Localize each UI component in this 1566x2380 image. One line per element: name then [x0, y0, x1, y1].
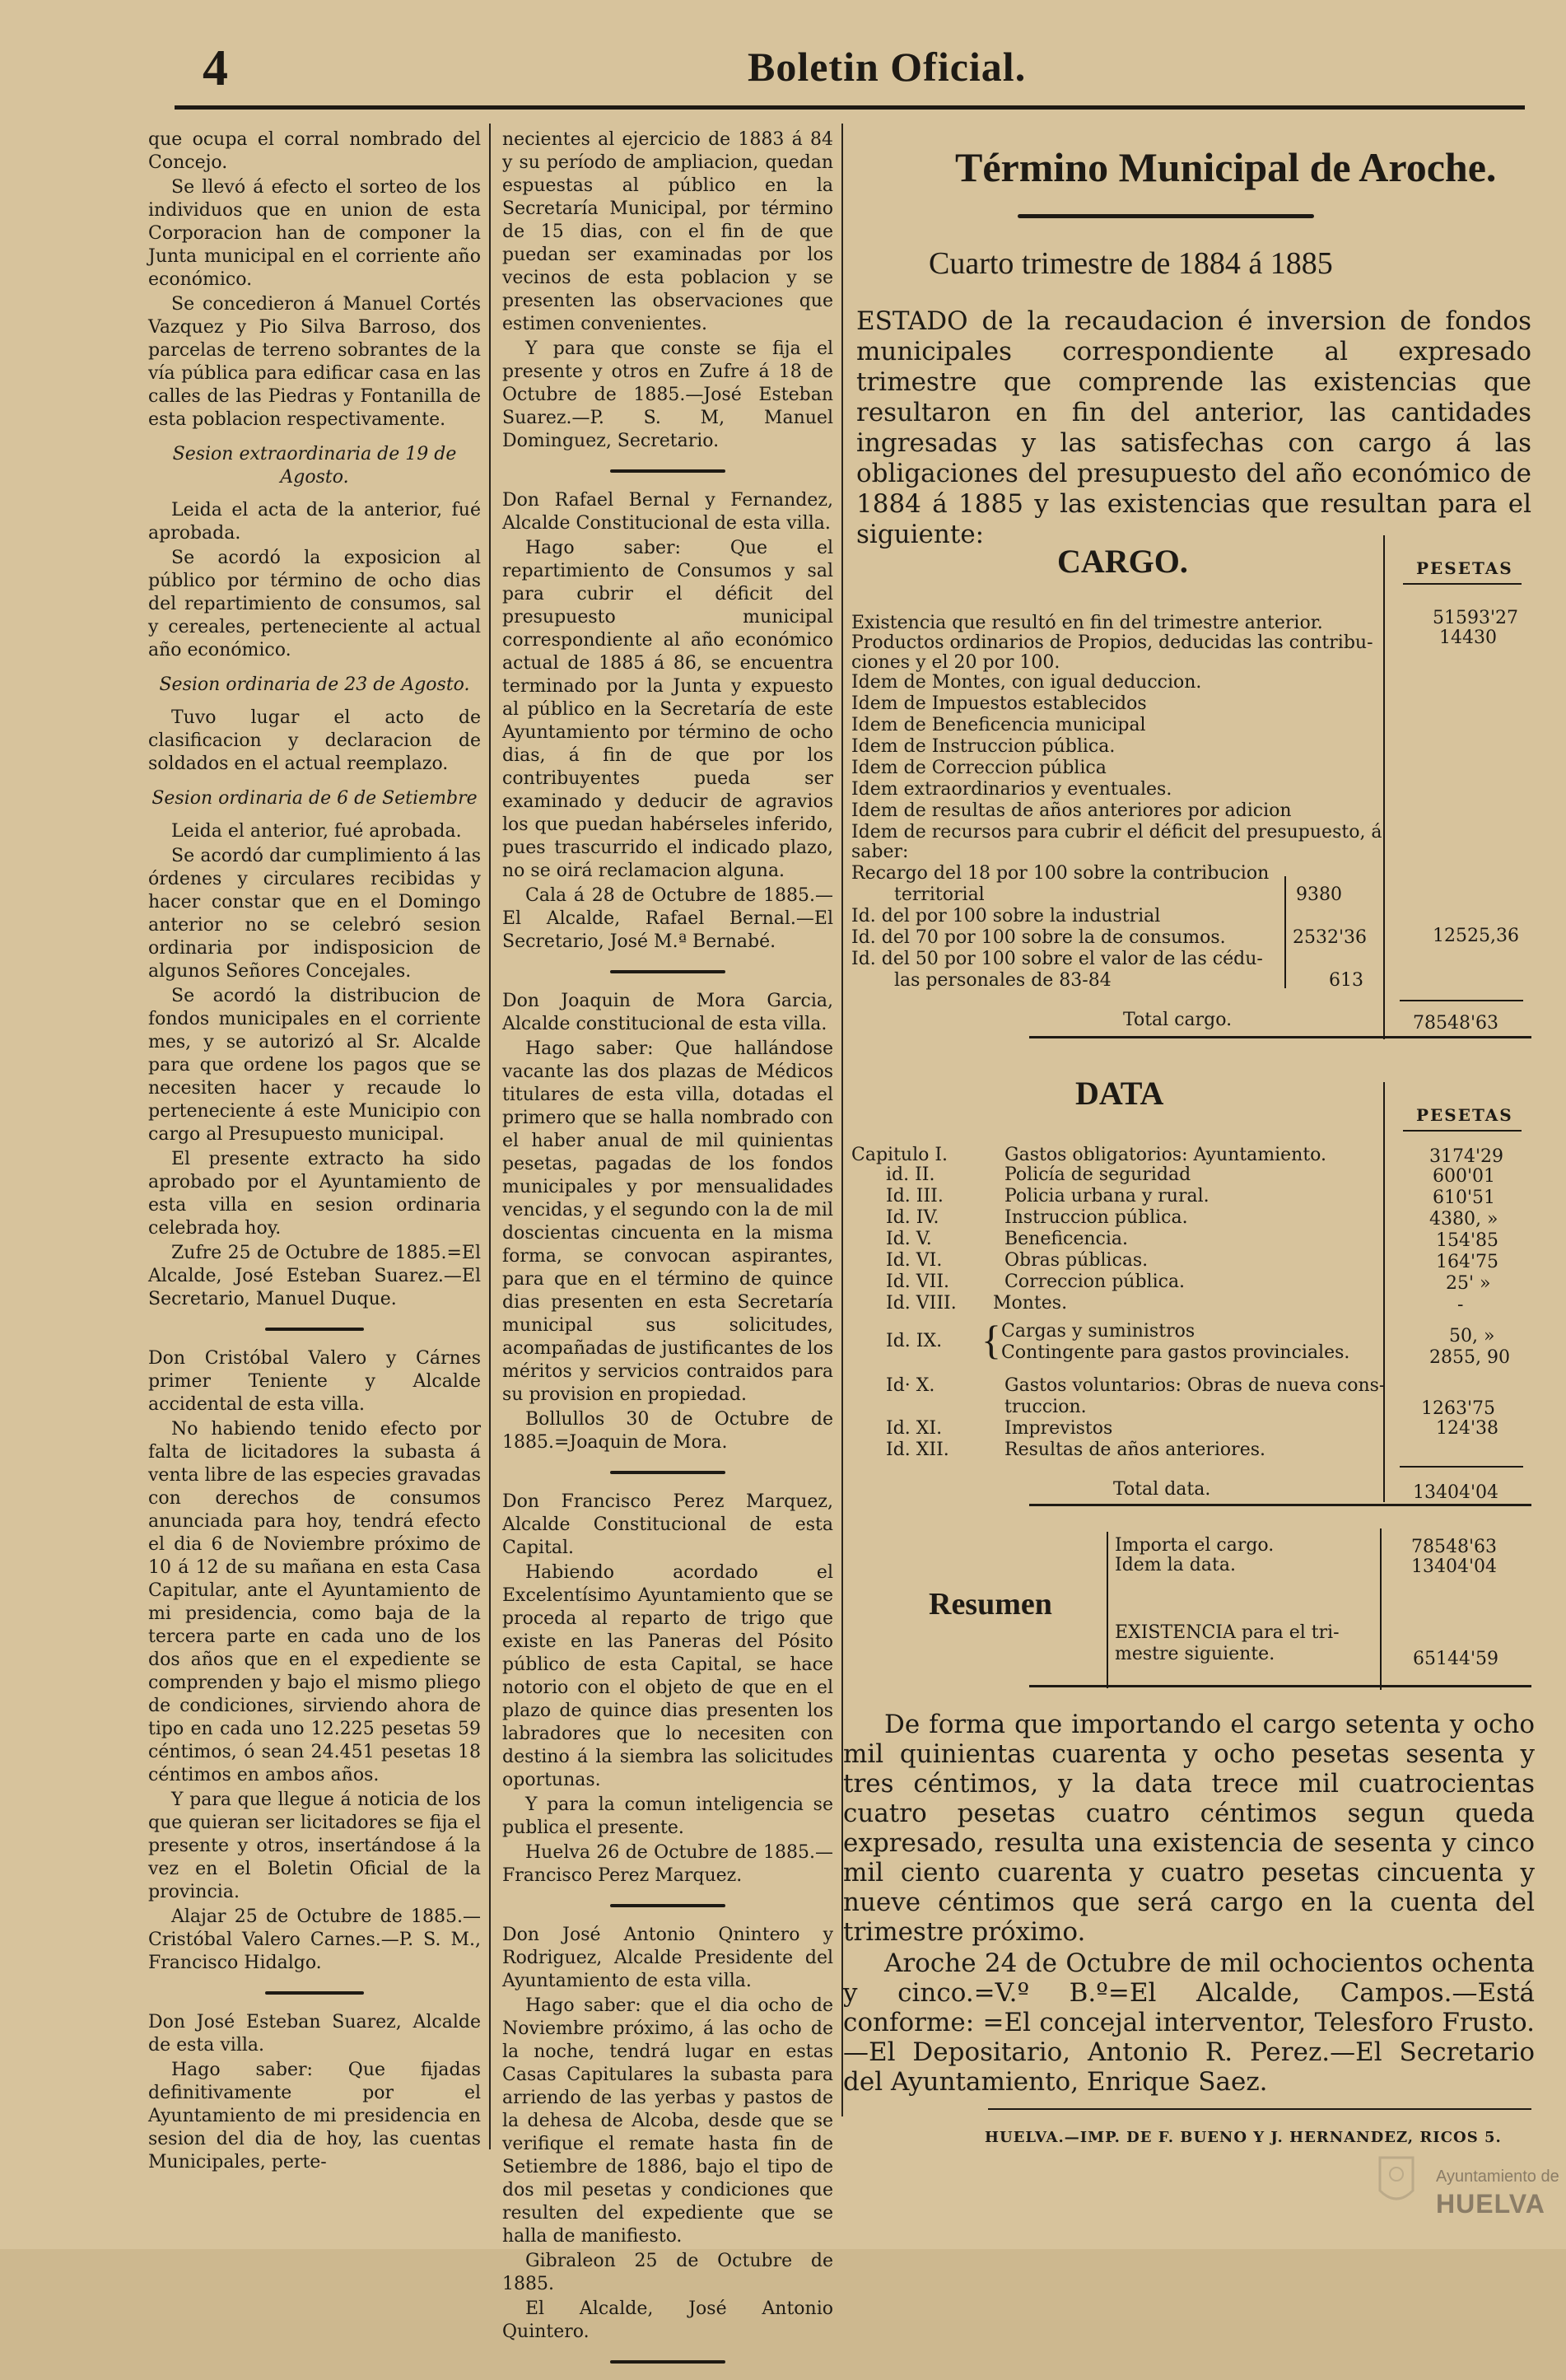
- brace: {: [981, 1317, 1001, 1363]
- data-value: 50, »: [1449, 1326, 1495, 1346]
- rule: [1403, 583, 1522, 585]
- data-row: Correccion pública.: [1004, 1272, 1186, 1292]
- paragraph: Hago saber: Que el repartimiento de Consumos y sal para cubrir el déficit del presupuesto municipal correspondiente al año económico actual de 1885 á 86, se encuentra terminado por la Junta y expuesto al público en la Secretaría de este Ayuntamiento por término de ocho dias, á fin de que por los contribuyentes pueda ser examinado y deducir de agravios los que puedan habérseles inferido, pues trascurrido el indicado plazo, no se oirá reclamacion alguna.: [502, 538, 833, 881]
- paragraph: El presente extracto ha sido aprobado por el Ayuntamiento de esta villa en sesion ordinaria celebrada hoy.: [148, 1149, 481, 1239]
- paragraph: Y para que conste se fija el presente y otros en Zufre á 18 de Octubre de 1885.—José Esteban Suarez.—P. S. M, Manuel Dominguez, Secretario.: [502, 338, 833, 451]
- data-row: Policia urbana y rural.: [1004, 1186, 1209, 1206]
- data-value: 600'01: [1433, 1166, 1496, 1187]
- paragraph: Leida el anterior, fué aprobada.: [171, 821, 462, 842]
- resumen-value: 13404'04: [1411, 1556, 1498, 1577]
- data-value: 25' »: [1446, 1273, 1491, 1294]
- table-divider: [1380, 1528, 1382, 1690]
- cargo-value: 51593'27: [1433, 608, 1519, 628]
- table-divider: [1383, 1082, 1385, 1502]
- paragraph: Hago saber: que el dia ocho de Noviembre próximo, á las ocho de la noche, tendrá lugar en estas Casas Capitulares la subasta para arriendo de las yerbas y pastos de la dehesa de Alcoba, desde que se verifique el remate hasta fin de Setiembre de 1886, bajo el tipo de dos mil pesetas y condiciones que resulten del expediente que se halla de manifiesto.: [502, 1995, 833, 2247]
- data-value: -: [1457, 1295, 1464, 1315]
- data-row: Gastos voluntarios: Obras de nueva cons-: [1004, 1375, 1386, 1396]
- subtable-divider: [1284, 876, 1286, 988]
- data-row: Imprevistos: [1004, 1418, 1113, 1439]
- cargo-row: Idem de recursos para cubrir el déficit del presupuesto, á: [851, 822, 1382, 842]
- resumen-row: mestre siguiente.: [1115, 1644, 1275, 1664]
- cargo-row: Productos ordinarios de Propios, deducidas las contribu-: [851, 632, 1373, 653]
- rule: [1400, 1466, 1523, 1468]
- resumen-heading: Resumen: [929, 1587, 1052, 1622]
- watermark-label: HUELVA: [1436, 2189, 1545, 2219]
- total-value: 78548'63: [1413, 1013, 1499, 1034]
- paragraph: Hago saber: Que fijadas definitivamente por el Ayuntamiento de mi presidencia en sesion del dia de hoy, las cuentas Municipales, perte-: [148, 2060, 481, 2172]
- page-number: 4: [203, 40, 228, 96]
- table-divider: [1383, 535, 1385, 1039]
- paragraph: Gibraleon 25 de Octubre de 1885.: [502, 2251, 833, 2294]
- data-row: Obras públicas.: [1004, 1250, 1149, 1271]
- data-row: Contingente para gastos provinciales.: [1001, 1342, 1350, 1363]
- notice-heading: Don José Esteban Suarez, Alcalde de esta villa.: [148, 2012, 481, 2056]
- notice-heading: Don José Antonio Qnintero y Rodriguez, Alcalde Presidente del Ayuntamiento de esta villa.: [502, 1925, 833, 1991]
- closing-text: [843, 1710, 1535, 2098]
- paragraph: Leida el acta de la anterior, fué aprobada.: [148, 500, 481, 544]
- paragraph: Y para que llegue á noticia de los que quieran ser licitadores se fija el presente y otros, insertándose á la vez en el Boletin Oficial de la provincia.: [148, 1790, 481, 1902]
- separator: [610, 2360, 725, 2364]
- cargo-row: Idem de Beneficencia municipal: [851, 715, 1146, 735]
- notice-heading: Don Cristóbal Valero y Cárnes primer Teniente y Alcalde accidental de esta villa.: [148, 1348, 481, 1415]
- data-value: 3174'29: [1429, 1146, 1504, 1167]
- paragraph: Zufre 25 de Octubre de 1885.=El Alcalde, José Esteban Suarez.—El Secretario, Manuel Duque.: [148, 1243, 481, 1309]
- paragraph: Y para la comun inteligencia se publica el presente.: [502, 1794, 833, 1838]
- total-label: Total cargo.: [1123, 1010, 1233, 1030]
- paragraph: que ocupa el corral nombrado del Concejo.: [148, 129, 481, 173]
- separator: [265, 1991, 364, 1995]
- paragraph: No habiendo tenido efecto por falta de licitadores la subasta á venta libre de las especies gravadas con derechos de consumos anunciada para hoy, tendrá efecto el dia 6 de Noviembre próximo de 10 á 12 de su mañana en esta Casa Capitular, ante el Ayuntamiento de mi presidencia, como baja de la tercera parte en cada uno de los dos años que en el expediente se comprenden y bajo el mismo pliego de condiciones, sirviendo ahora de tipo en cada uno 12.225 pesetas 59 céntimos, ó sean 24.451 pesetas 18 céntimos en ambos años.: [148, 1419, 481, 1785]
- brace-line: [1107, 1532, 1108, 1688]
- data-row: Gastos obligatorios: Ayuntamiento.: [1004, 1145, 1327, 1165]
- cargo-row: Idem de Impuestos establecidos: [851, 693, 1147, 714]
- resumen-row: Idem la data.: [1115, 1555, 1236, 1575]
- separator: [610, 469, 725, 473]
- data-row: Instruccion pública.: [1004, 1207, 1188, 1228]
- chapter-label: id. II.: [886, 1164, 935, 1185]
- chapter-label: Id. V.: [886, 1229, 932, 1249]
- chapter-label: Id. VIII.: [886, 1293, 957, 1314]
- cargo-value: 14430: [1439, 628, 1497, 648]
- cargo-row: saber:: [851, 842, 909, 862]
- cargo-row: Idem de Instruccion pública.: [851, 736, 1116, 757]
- rule: [1029, 1504, 1531, 1506]
- data-row: Beneficencia.: [1004, 1229, 1129, 1249]
- chapter-label: Id. XI.: [886, 1418, 943, 1439]
- resumen-row: EXISTENCIA para el tri-: [1115, 1622, 1340, 1643]
- cargo-heading: CARGO.: [1057, 543, 1188, 580]
- pesetas-heading: PESETAS: [1416, 558, 1513, 578]
- chapter-label: Id. IX.: [886, 1331, 943, 1351]
- chapter-label: Id. III.: [886, 1186, 944, 1206]
- paragraph: Se acordó la distribucion de fondos municipales en el corriente mes, y se autorizó al Sr. Alcalde para que ordene los pagos que se necesiten hacer y recaude lo perteneciente á este Municipio con cargo al Presupuesto municipal.: [148, 986, 481, 1145]
- closing-paragraph: De forma que importando el cargo setenta y ocho mil quinientas cuarenta y ocho pesetas sesenta y tres céntimos, y la data trece mil cuatrocientas cuatro pesetas cuatro céntimos segun queda expresado, resulta una existencia de sesenta y cinco mil ciento cuarenta y cuatro pesetas cincuenta y nueve céntimos que será cargo en la cuenta del trimestre próximo.: [843, 1710, 1535, 1947]
- cargo-row: Existencia que resultó en fin del trimestre anterior.: [851, 613, 1323, 633]
- notice-heading: Don Rafael Bernal y Fernandez, Alcalde Constitucional de esta villa.: [502, 490, 833, 534]
- session-heading: Sesion ordinaria de 6 de Setiembre: [151, 788, 478, 809]
- newspaper-title: Boletin Oficial.: [748, 44, 1027, 90]
- data-row: Montes.: [993, 1293, 1068, 1314]
- paragraph: Alajar 25 de Octubre de 1885.—Cristóbal Valero Carnes.—P. S. M., Francisco Hidalgo.: [148, 1906, 481, 1973]
- data-value: 610'51: [1433, 1188, 1496, 1208]
- paragraph: Tuvo lugar el acto de clasificacion y declaracion de soldados en el actual reemplazo.: [148, 707, 481, 774]
- header-rule: [175, 105, 1525, 110]
- paragraph: Habiendo acordado el Excelentísimo Ayuntamiento que se proceda al reparto de trigo que existe en las Paneras del Pósito público de esta Capital, se hace notorio con el objeto de que en el plazo de quince dias presenten los labradores que lo necesiten con destino á la siembra las solicitudes oportunas.: [502, 1562, 833, 1790]
- section-subtitle: Cuarto trimestre de 1884 á 1885: [929, 246, 1333, 281]
- rule: [1029, 1685, 1531, 1687]
- paragraph: Hago saber: Que hallándose vacante las dos plazas de Médicos titulares de esta villa, dotadas el primero que se halla nombrado con el haber anual de mil quinientas pesetas, pagadas de los fondos municipales y por mensualidades vencidas, y el segundo con la de mil doscientas cincuenta en la misma forma, se convocan aspirantes, para que en el término de quince dias presenten en esta Secretaría municipal sus solicitudes, acompañadas de justificantes de los méritos y servicios contraidos para su provision en propiedad.: [502, 1038, 833, 1405]
- paragraph: Se acordó dar cumplimiento á las órdenes y circulares recibidas y hacer constar que en el Domingo anterior no se celebró sesion ordinaria por indisposicion de algunos Señores Concejales.: [148, 846, 481, 982]
- cargo-row: Idem de resultas de años anteriores por adicion: [851, 800, 1292, 821]
- footer-rule: [988, 2108, 1531, 2110]
- section-title: Término Municipal de Aroche.: [955, 144, 1497, 190]
- separator: [1018, 214, 1314, 218]
- data-row: Cargas y suministros: [1001, 1321, 1195, 1342]
- intro-text: ESTADO de la recaudacion é inversion de fondos municipales correspondiente al expresado trimestre que comprende las existencias que resultaron en fin del anterior, las cantidades ingresadas y las satisfechas con cargo á las obligaciones del presupuesto del año económico de 1884 á 1885 y las existencias que resultan para el siguiente:: [856, 306, 1531, 549]
- cargo-row: las personales de 83-84: [894, 970, 1112, 991]
- paragraph: Se llevó á efecto el sorteo de los individuos que en union de esta Corporacion han de componer la Junta municipal en el corriente año económico.: [148, 177, 481, 290]
- pesetas-heading: PESETAS: [1416, 1105, 1513, 1125]
- chapter-label: Id. XII.: [886, 1440, 949, 1460]
- session-heading: Sesion ordinaria de 23 de Agosto.: [159, 674, 470, 695]
- resumen-value: 78548'63: [1411, 1537, 1498, 1557]
- separator: [610, 970, 725, 973]
- paragraph: Cala á 28 de Octubre de 1885.—El Alcalde, Rafael Bernal.—El Secretario, José M.ª Bernabé.: [502, 885, 833, 952]
- total-label: Total data.: [1113, 1479, 1211, 1500]
- rule: [1029, 1036, 1531, 1038]
- session-heading: Sesion extraordinaria de 19 de Agosto.: [172, 444, 457, 488]
- watermark-label: Ayuntamiento de: [1436, 2168, 1559, 2186]
- cargo-row: Idem extraordinarios y eventuales.: [851, 779, 1172, 800]
- paragraph: necientes al ejercicio de 1883 á 84 y su período de ampliacion, quedan espuestas al público en la Secretaría Municipal, por término de 15 dias, con el fin de que puedan ser examinadas por los vecinos de esta poblacion y se presenten las observaciones que estimen convenientes.: [502, 129, 833, 334]
- cargo-row: Id. del por 100 sobre la industrial: [851, 906, 1161, 926]
- chapter-label: Capitulo I.: [851, 1145, 948, 1165]
- data-value: 2855, 90: [1429, 1347, 1510, 1368]
- intro-paragraph: [856, 306, 1531, 550]
- cargo-subvalue: 2532'36: [1293, 927, 1368, 948]
- total-value: 13404'04: [1413, 1482, 1499, 1503]
- data-heading: DATA: [1075, 1075, 1164, 1112]
- chapter-label: Id· X.: [886, 1375, 935, 1396]
- chapter-label: Id. VII.: [886, 1272, 950, 1292]
- cargo-value: 12525,36: [1433, 926, 1519, 946]
- rule: [1403, 1130, 1522, 1132]
- cargo-row: Idem de Correccion pública: [851, 758, 1107, 778]
- data-value: 164'75: [1436, 1252, 1499, 1272]
- resumen-value: 65144'59: [1413, 1649, 1499, 1669]
- chapter-label: Id. VI.: [886, 1250, 943, 1271]
- paragraph: Se acordó la exposicion al público por término de ocho dias del repartimiento de consumos, sal y cereales, perteneciente al actual año económico.: [148, 548, 481, 660]
- rule: [1400, 1000, 1523, 1001]
- cargo-row: Recargo del 18 por 100 sobre la contribucion: [851, 863, 1270, 884]
- data-row: Policía de seguridad: [1004, 1164, 1191, 1185]
- cargo-row: Id. del 50 por 100 sobre el valor de las cédu-: [851, 949, 1263, 969]
- data-value: 154'85: [1436, 1230, 1499, 1251]
- data-value: 124'38: [1436, 1418, 1499, 1439]
- paragraph: Se concedieron á Manuel Cortés Vazquez y Pio Silva Barroso, dos parcelas de terreno sobrantes de la vía pública para edificar casa en las calles de las Piedras y Fontanilla de esta poblacion respectivamente.: [148, 294, 481, 430]
- notice-heading: Don Francisco Perez Marquez, Alcalde Constitucional de esta Capital.: [502, 1491, 833, 1558]
- data-value: 1263'75: [1421, 1398, 1496, 1419]
- separator: [610, 1471, 725, 1474]
- cargo-subvalue: 613: [1329, 970, 1363, 991]
- cargo-subvalue: 9380: [1296, 884, 1342, 905]
- cargo-row: Idem de Montes, con igual deduccion.: [851, 672, 1202, 693]
- paragraph: Bollullos 30 de Octubre de 1885.=Joaquin de Mora.: [502, 1409, 833, 1453]
- imprint: HUELVA.—IMP. DE F. BUENO Y J. HERNANDEZ, RICOS 5.: [985, 2129, 1502, 2146]
- paragraph: Huelva 26 de Octubre de 1885.—Francisco Perez Marquez.: [502, 1842, 833, 1886]
- data-row: truccion.: [1004, 1397, 1087, 1417]
- data-value: 4380, »: [1429, 1209, 1498, 1230]
- separator: [610, 1904, 725, 1907]
- column-2: [502, 128, 833, 2380]
- closing-paragraph: Aroche 24 de Octubre de mil ochocientos ochenta y cinco.=V.º B.º=El Alcalde, Campos.—Está conforme: =El concejal interventor, Telesforo Frusto.—El Depositario, Antonio R. Perez.—El Secretario del Ayuntamiento, Enrique Saez.: [843, 1948, 1535, 2097]
- separator: [265, 1328, 364, 1331]
- chapter-label: Id. IV.: [886, 1207, 939, 1228]
- column-1: [148, 128, 481, 2176]
- cargo-row: territorial: [894, 884, 985, 905]
- column-divider-1: [489, 124, 491, 2149]
- data-row: Resultas de años anteriores.: [1004, 1440, 1265, 1460]
- resumen-row: Importa el cargo.: [1115, 1535, 1275, 1556]
- notice-heading: Don Joaquin de Mora Garcia, Alcalde constitucional de esta villa.: [502, 991, 833, 1034]
- paragraph: El Alcalde, José Antonio Quintero.: [502, 2298, 833, 2342]
- cargo-row: Id. del 70 por 100 sobre la de consumos.: [851, 927, 1226, 948]
- cargo-row: ciones y el 20 por 100.: [851, 652, 1060, 673]
